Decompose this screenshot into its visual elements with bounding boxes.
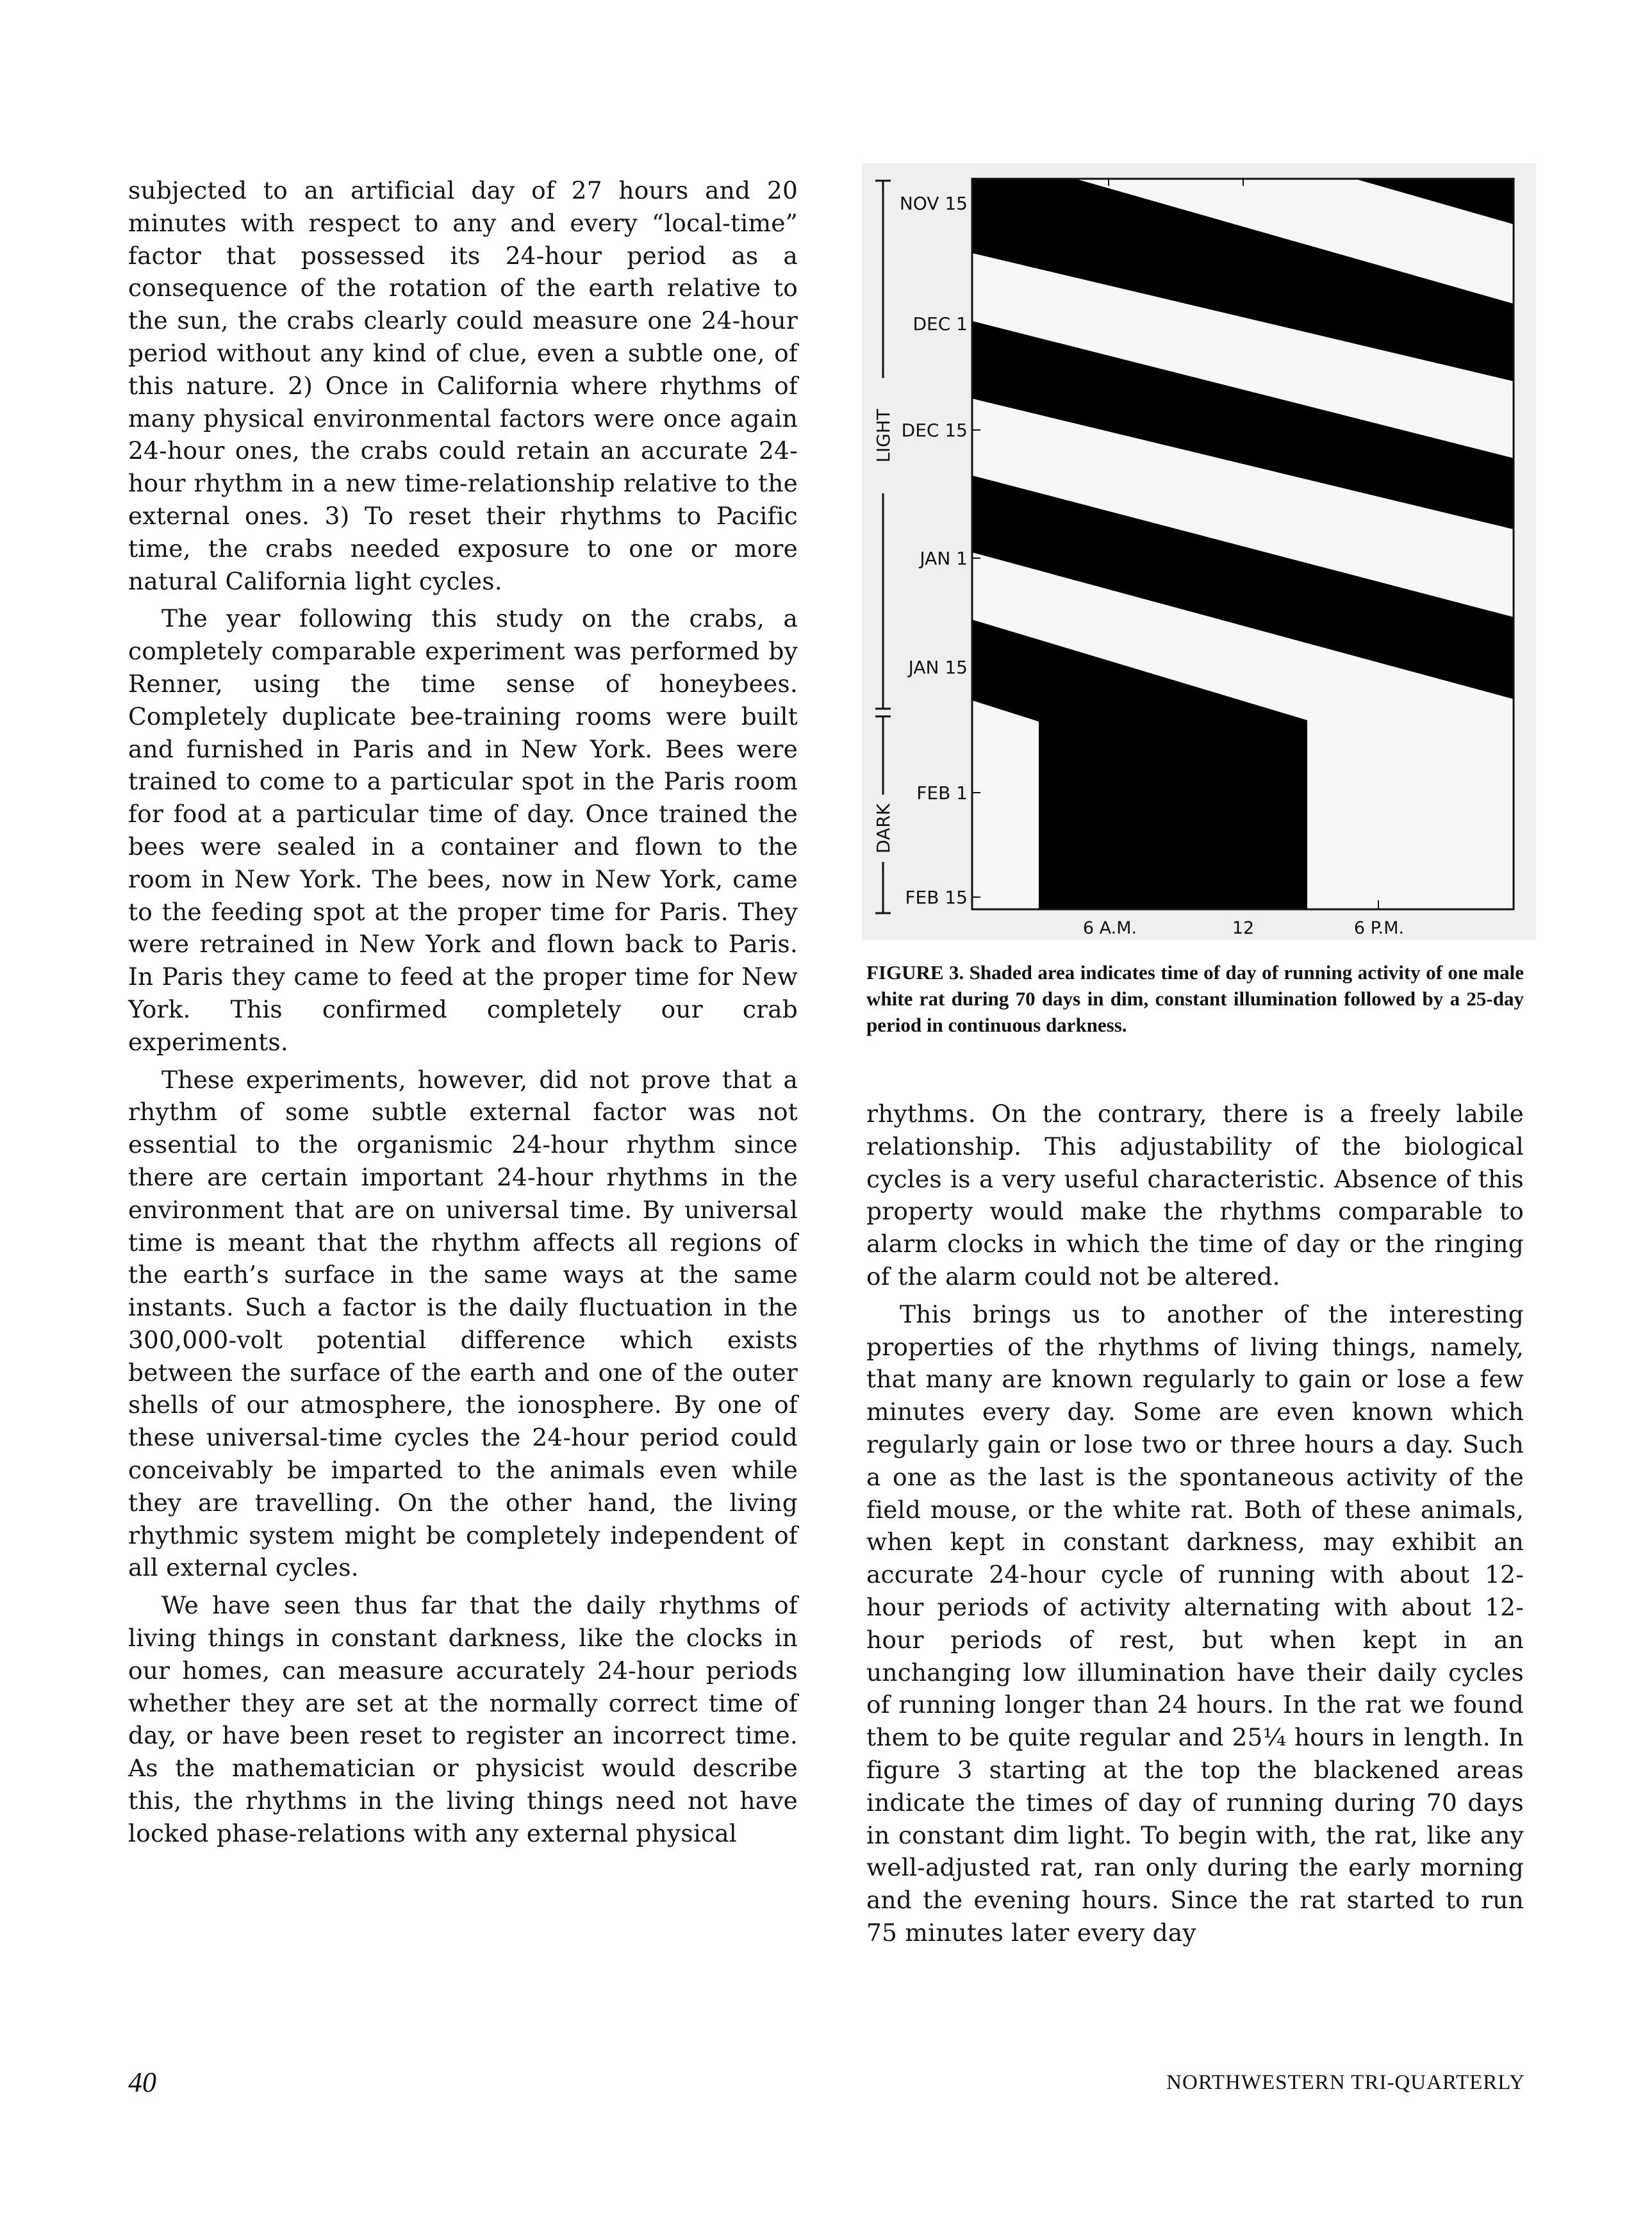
paragraph: subjected to an artificial day of 27 hours and 20 minutes with respect to any and every “local-time” factor that possessed its 24-hour period as a consequence of the rotation of the earth relative to the sun, the crabs clearly could measure one 24-hour period without any kind of clue, even a subtle one, of this nature. 2) Once in California where rhythms of many physical environmental factors were once again 24-hour ones, the crabs could retain an accurate 24-hour rhythm in a new time-relationship relative to the external ones. 3) To reset their rhythms to Pacific time, the crabs needed exposure to one or more natural California light cycles. xyxy=(128,176,798,595)
figure-3-actogram xyxy=(862,163,1536,940)
paragraph: This brings us to another of the interesting properties of the rhythms of living things, namely, that many are known regularly to gain or lose a few minutes every day. Some are even known which regularly gain or lose two or three hours a day. Such a one as the last is the spontaneous activity of the field mouse, or the white rat. Both of these animals, when kept in constant darkness, may exhibit an accurate 24-hour cycle of running with about 12-hour periods of activity alternating with about 12-hour periods of rest, but when kept in an unchanging low illumination have their daily cycles of running longer than 24 hours. In the rat we found them to be quite regular and 25¼ hours in length. In figure 3 starting at the top the blackened areas indicate the times of day of running during 70 days in constant dim light. To begin with, the rat, like any well-adjusted rat, ran only during the early morning and the evening hours. Since the rat started to run 75 minutes later every day xyxy=(866,1300,1524,1947)
paragraph: rhythms. On the contrary, there is a freely labile relationship. This adjustability of the biological cycles is a very useful characteristic. Absence of this property would make the rhythms comparable to alarm clocks in which the time of day or the ringing of the alarm could not be altered. xyxy=(866,1100,1524,1291)
figure-caption xyxy=(866,959,1524,1038)
paragraph: These experiments, however, did not prove that a rhythm of some subtle external factor was not essential to the organismic 24-hour rhythm since there are certain important 24-hour rhythms in the environment that are on universal time. By universal time is meant that the rhythm affects all regions of the earth’s surface in the same ways at the same instants. Such a factor is the daily fluctuation in the 300,000-volt potential difference which exists between the surface of the earth and one of the outer shells of our atmosphere, the ionosphere. By one of these universal-time cycles the 24-hour period could conceivably be imparted to the animals even while they are travelling. On the other hand, the living rhythmic system might be completely independent of all external cycles. xyxy=(128,1065,798,1582)
x-tick-label: 12 xyxy=(1232,918,1255,938)
x-tick-label: 6 A.M. xyxy=(1082,918,1137,938)
dark-phase-label: DARK xyxy=(873,803,894,854)
y-tick-label: FEB 1 xyxy=(916,782,968,804)
x-tick-label: 6 P.M. xyxy=(1353,918,1405,938)
y-tick-label: NOV 15 xyxy=(899,193,968,214)
y-tick-label: DEC 15 xyxy=(901,420,968,441)
right-text-column xyxy=(866,1098,1524,1949)
y-tick-label: JAN 1 xyxy=(920,548,968,569)
paragraph: The year following this study on the crabs, a completely comparable experiment was performed by Renner, using the time sense of honeybees. Completely duplicate bee-training rooms were built and furnished in Paris and in New York. Bees were trained to come to a particular spot in the Paris room for food at a particular time of day. Once trained the bees were sealed in a container and flown to the room in New York. The bees, now in New York, came to the feeding spot at the proper time for Paris. They were retrained in New York and flown back to Paris. In Paris they came to feed at the proper time for New York. This confirmed completely our crab experiments. xyxy=(128,604,798,1056)
y-tick-label: FEB 15 xyxy=(905,887,968,908)
light-phase-label: LIGHT xyxy=(873,409,894,463)
y-tick-label: DEC 1 xyxy=(913,313,968,334)
actogram-chart xyxy=(862,163,1536,940)
page-number: 40 xyxy=(128,2067,156,2098)
paragraph: We have seen thus far that the daily rhythms of living things in constant darkness, like the clocks in our homes, can measure accurately 24-hour periods whether they are set at the normally correct time of day, or have been reset to register an incorrect time. As the mathematician or physicist would describe this, the rhythms in the living things need not have locked phase-relations with any external physical xyxy=(128,1591,798,1847)
caption-label: FIGURE 3. xyxy=(866,961,964,984)
left-text-column xyxy=(128,174,798,1850)
y-tick-label: JAN 15 xyxy=(908,657,968,678)
caption-text: Shaded area indicates time of day of running activity of one male white rat during 70 days in dim, constant illumination followed by a 25-day period in continuous darkness. xyxy=(866,961,1524,1036)
journal-title: NORTHWESTERN TRI-QUARTERLY xyxy=(1166,2071,1525,2094)
